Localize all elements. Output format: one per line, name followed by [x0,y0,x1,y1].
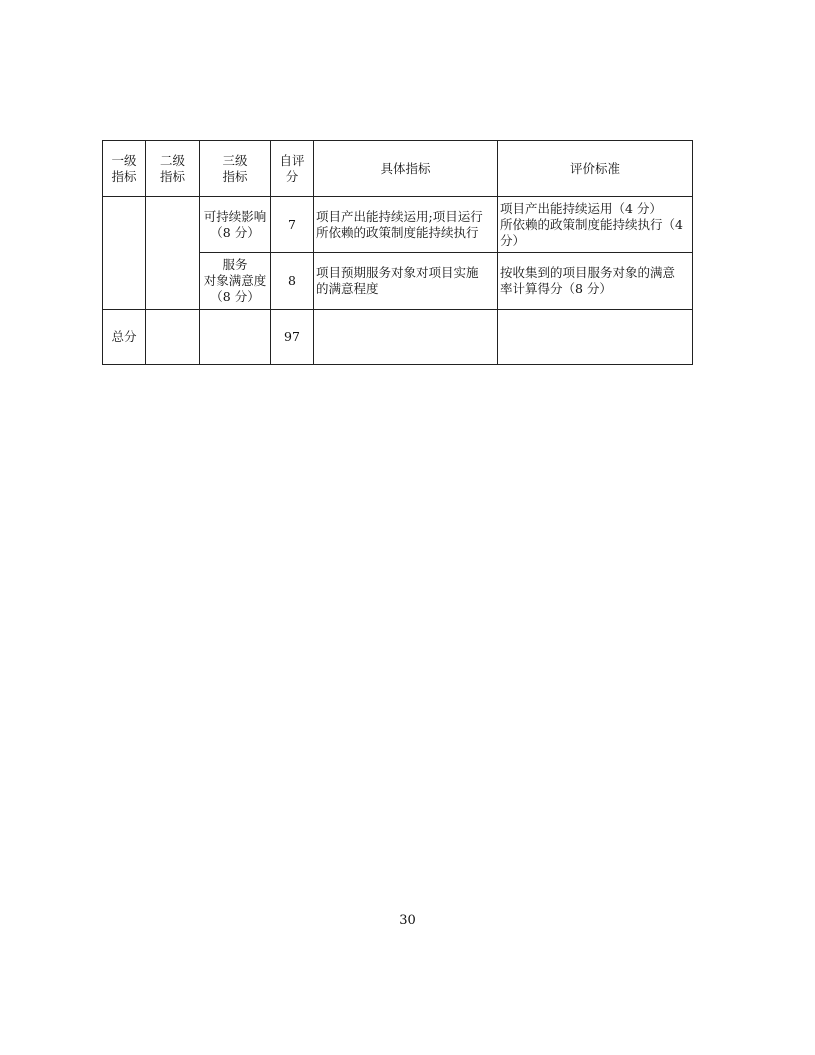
header-row [103,141,693,197]
criteria-cell: 项目产出能持续运用（4 分） 所依赖的政策制度能持续执行（4 分） [498,197,693,253]
empty-cell [314,310,498,365]
table-row [103,197,693,253]
indicator-cell: 项目预期服务对象对项目实施 的满意程度 [314,253,498,310]
level3-cell: 服务 对象满意度 （8 分） [200,253,271,310]
score-cell: 7 [271,197,314,253]
empty-cell [498,310,693,365]
level1-cell [103,197,146,310]
score-cell: 8 [271,253,314,310]
header-self-score: 自评 分 [271,141,314,197]
indicator-cell: 项目产出能持续运用;项目运行 所依赖的政策制度能持续执行 [314,197,498,253]
header-level3: 三级 指标 [200,141,271,197]
header-criteria: 评价标准 [498,141,693,197]
header-level1: 一级 指标 [103,141,146,197]
header-level2: 二级 指标 [146,141,200,197]
evaluation-table [102,140,693,365]
empty-cell [200,310,271,365]
total-row [103,310,693,365]
total-score: 97 [271,310,314,365]
page-number: 30 [399,913,416,928]
level3-cell: 可持续影响 （8 分） [200,197,271,253]
level2-cell [146,197,200,310]
total-label: 总分 [103,310,146,365]
empty-cell [146,310,200,365]
criteria-cell: 按收集到的项目服务对象的满意 率计算得分（8 分） [498,253,693,310]
header-indicator: 具体指标 [314,141,498,197]
